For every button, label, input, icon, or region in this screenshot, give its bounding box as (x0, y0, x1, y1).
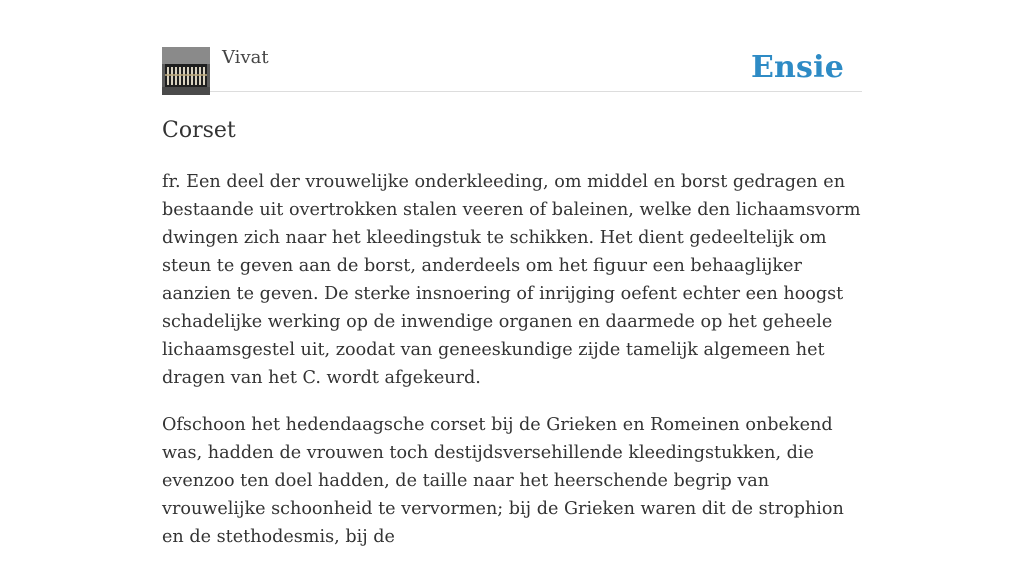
book-spines-icon (162, 47, 210, 95)
author-name[interactable]: Vivat (222, 47, 269, 68)
article-body (162, 168, 862, 570)
article-title: Corset (162, 118, 236, 143)
article-paragraph: Ofschoon het hedendaagsche corset bij de Grieken en Romeinen onbekend was, hadden de vrouwen toch destijdsversehillende kleedingstukken, die evenzoo ten doel hadden, de taille naar het heerschende begrip van vrouwelijke schoonheid te vervormen; bij de Grieken waren dit de strophion en de stethodesmis, bij de (162, 415, 844, 547)
site-header (162, 47, 862, 92)
site-logo[interactable]: Ensie (750, 50, 844, 85)
author-avatar[interactable] (162, 47, 210, 95)
article-paragraph: fr. Een deel der vrouwelijke onderkleeding, om middel en borst gedragen en bestaande uit overtrokken stalen veeren of baleinen, welke den lichaamsvorm dwingen zich naar het kleedingstuk te schikken. Het dient gedeeltelijk om steun te geven aan de borst, anderdeels om het figuur een behaaglijker aanzien te geven. De sterke insnoering of inrijging oefent echter een hoogst schadelijke werking op de inwendige organen en daarmede op het geheele lichaamsgestel uit, zoodat van geneeskundige zijde tamelijk algemeen het dragen van het C. wordt afgekeurd. (162, 172, 861, 388)
